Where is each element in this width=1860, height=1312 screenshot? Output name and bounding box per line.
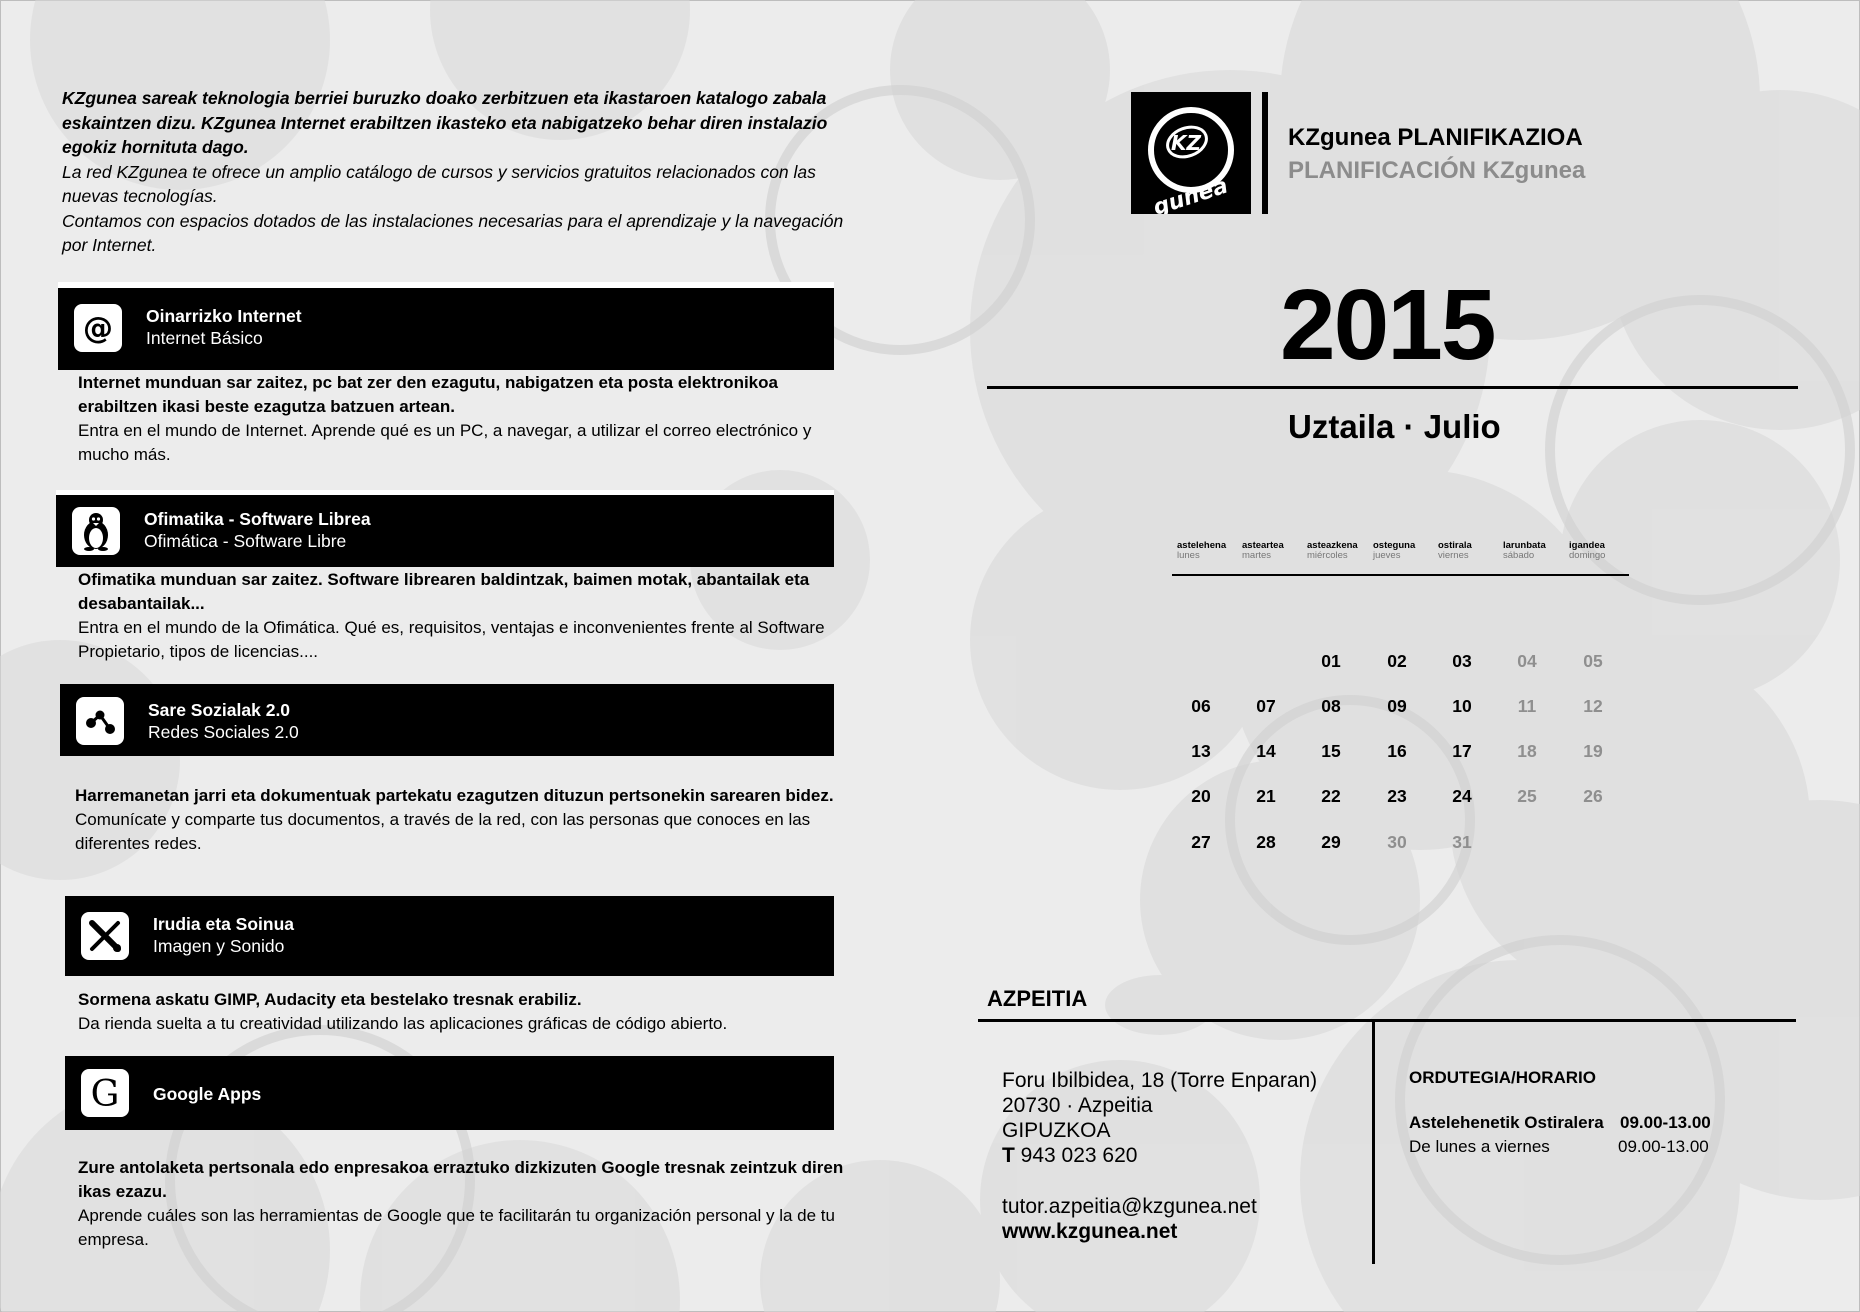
svg-text:G: G: [90, 1074, 120, 1112]
calendar-day: 21: [1256, 786, 1276, 806]
course-desc-internet: [78, 371, 858, 467]
kzgunea-logo: [1131, 92, 1251, 214]
course-title-eu: Irudia eta Soinua: [153, 914, 294, 934]
course-desc-eu: Harremanetan jarri eta dokumentuak partekatu ezagutzen dituzun pertsonekin sarearen bidez.: [75, 786, 834, 805]
logo-divider: [1262, 92, 1268, 214]
weekday-header: osteguna jueves: [1373, 540, 1416, 561]
course-desc-eu: Ofimatika munduan sar zaitez. Software librearen baldintzak, baimen motak, abantailak eta desabantailak...: [78, 570, 810, 613]
calendar-day: 22: [1321, 786, 1341, 806]
course-desc-social: [75, 784, 850, 856]
schedule-row-eu: [1409, 1113, 1711, 1133]
calendar-day: 09: [1387, 696, 1407, 716]
phone-number: 943 023 620: [1020, 1144, 1138, 1167]
schedule-hours-eu: 09.00-13.00: [1620, 1113, 1711, 1132]
calendar-day: 16: [1387, 741, 1407, 761]
intro-text: [62, 86, 862, 258]
logo-text: gunea: [1150, 173, 1232, 214]
location-divider: [978, 1019, 1796, 1022]
calendar-day: 01: [1321, 651, 1341, 671]
center-city: AZPEITIA: [987, 986, 1088, 1011]
calendar-day: 10: [1452, 696, 1472, 716]
email-link[interactable]: tutor.azpeitia@kzgunea.net: [1002, 1195, 1257, 1218]
course-desc-media: [78, 988, 858, 1036]
weekday-header: asteartea martes: [1242, 540, 1284, 561]
schedule-heading: [1409, 1068, 1596, 1088]
year-divider: [987, 386, 1798, 389]
course-title-es: Ofimática - Software Libre: [144, 531, 347, 551]
weekday-divider: [1172, 574, 1629, 576]
course-title-eu: Sare Sozialak 2.0: [148, 700, 291, 720]
google-g-icon: [81, 1069, 129, 1117]
schedule-hours-es: 09.00-13.00: [1618, 1137, 1709, 1156]
course-title-eu: Google Apps: [153, 1084, 262, 1104]
calendar-day: 30: [1387, 832, 1407, 852]
course-header-media: [65, 896, 834, 976]
calendar-day: 05: [1583, 651, 1603, 671]
calendar-day: 31: [1452, 832, 1472, 852]
calendar-day: 12: [1583, 696, 1603, 716]
course-desc-eu: Sormena askatu GIMP, Audacity eta bestelako tresnak erabiliz.: [78, 990, 582, 1009]
weekday-header: larunbata sábado: [1503, 540, 1546, 561]
course-desc-eu: Internet munduan sar zaitez, pc bat zer den ezagutu, nabigatzen eta posta elektronikoa erabiltzen ikasi beste ezagutza batzuen artean.: [78, 373, 778, 416]
course-desc-es: Aprende cuáles son las herramientas de Google que te facilitarán tu organización personal y la de tu empresa.: [78, 1206, 835, 1249]
course-title-eu: Ofimatika - Software Librea: [144, 509, 371, 529]
address-line-3: GIPUZKOA: [1002, 1119, 1111, 1142]
weekday-header: asteazkena miércoles: [1307, 540, 1358, 561]
course-header-social: [60, 684, 834, 756]
logo-mark: KZ: [1171, 131, 1201, 155]
calendar-day: 08: [1321, 696, 1341, 716]
calendar-day: 27: [1191, 832, 1211, 852]
brand-title-es: PLANIFICACIÓN KZgunea: [1288, 157, 1586, 184]
course-header-google: [65, 1056, 834, 1130]
schedule-days-es: De lunes a viernes: [1409, 1137, 1550, 1156]
calendar-day: 23: [1387, 786, 1407, 806]
svg-text:@: @: [83, 311, 113, 346]
intro-spanish-2: Contamos con espacios dotados de las instalaciones necesarias para el aprendizaje y la navegación por Internet.: [62, 210, 844, 255]
intro-spanish-1: La red KZgunea te ofrece un amplio catálogo de cursos y servicios gratuitos relacionados con las nuevas tecnologías.: [62, 161, 816, 206]
calendar-day: 20: [1191, 786, 1211, 806]
website-link[interactable]: www.kzgunea.net: [1002, 1220, 1178, 1243]
course-desc-office: [78, 568, 848, 664]
course-title-eu: Oinarrizko Internet: [146, 306, 302, 326]
schedule-heading-text: ORDUTEGIA/HORARIO: [1409, 1068, 1596, 1087]
address-line-1: Foru Ibilbidea, 18 (Torre Enparan): [1002, 1069, 1318, 1092]
calendar-day: 07: [1256, 696, 1276, 716]
calendar-day: 06: [1191, 696, 1211, 716]
course-desc-es: Entra en el mundo de Internet. Aprende qué es un PC, a navegar, a utilizar el correo electrónico y mucho más.: [78, 421, 812, 464]
brand-title-eu: KZgunea PLANIFIKAZIOA: [1288, 124, 1583, 151]
phone-line: [1002, 1143, 1317, 1168]
address-line-2: 20730 · Azpeitia: [1002, 1094, 1153, 1117]
calendar-day: 02: [1387, 651, 1407, 671]
course-desc-es: Entra en el mundo de la Ofimática. Qué es, requisitos, ventajas e inconvenientes frente al Software Propietario, tipos de licencias....: [78, 618, 825, 661]
penguin-icon: [72, 507, 120, 555]
course-desc-google: [78, 1156, 848, 1252]
course-desc-eu: Zure antolaketa pertsonala edo enpresakoa erraztuko dizkizuten Google tresnak zeintzuk diren ikas ezazu.: [78, 1158, 844, 1201]
calendar-day: 28: [1256, 832, 1276, 852]
schedule-days-eu: Astelehenetik Ostiralera: [1409, 1113, 1604, 1132]
calendar-day: 24: [1452, 786, 1472, 806]
calendar-day: 15: [1321, 741, 1341, 761]
calendar-day: 26: [1583, 786, 1603, 806]
calendar-year: 2015: [1280, 269, 1495, 381]
calendar-day: 17: [1452, 741, 1472, 761]
weekday-header: igandea domingo: [1569, 540, 1606, 561]
location-vertical-divider: [1372, 1022, 1375, 1264]
course-title-es: Imagen y Sonido: [153, 936, 285, 956]
course-title-es: Internet Básico: [146, 328, 263, 348]
schedule-row-es: [1409, 1137, 1709, 1157]
calendar-day: 11: [1517, 696, 1537, 716]
share-nodes-icon: [76, 697, 124, 745]
intro-basque: KZgunea sareak teknologia berriei buruzko doako zerbitzuen eta ikastaroen katalogo zabala eskaintzen dizu. KZgunea Internet erabiltzen ikasteko eta nabigatzeko behar diren instalazio egokiz hornituta dago.: [62, 88, 828, 157]
address-block: [1002, 1068, 1317, 1244]
brush-pencil-icon: [81, 912, 129, 960]
calendar-day: 29: [1321, 832, 1341, 852]
calendar-day: 25: [1517, 786, 1537, 806]
calendar-month: Uztaila · Julio: [1288, 408, 1501, 445]
course-desc-es: Comunícate y comparte tus documentos, a través de la red, con las personas que conoces en las diferentes redes.: [75, 810, 811, 853]
course-header-internet: [58, 282, 834, 370]
course-desc-es: Da rienda suelta a tu creatividad utilizando las aplicaciones gráficas de código abierto.: [78, 1014, 728, 1033]
calendar-day: 19: [1583, 741, 1603, 761]
calendar-day: 14: [1256, 741, 1276, 761]
calendar-day: 13: [1191, 741, 1211, 761]
calendar-day: 04: [1517, 651, 1537, 671]
weekday-header: astelehena lunes: [1177, 540, 1227, 561]
course-title-es: Redes Sociales 2.0: [148, 722, 299, 742]
weekday-header: ostirala viernes: [1438, 540, 1472, 561]
phone-label: T: [1002, 1144, 1015, 1167]
at-sign-icon: [74, 304, 122, 352]
calendar-day: 03: [1452, 651, 1472, 671]
course-header-office: [56, 490, 834, 567]
calendar-day: 18: [1517, 741, 1537, 761]
